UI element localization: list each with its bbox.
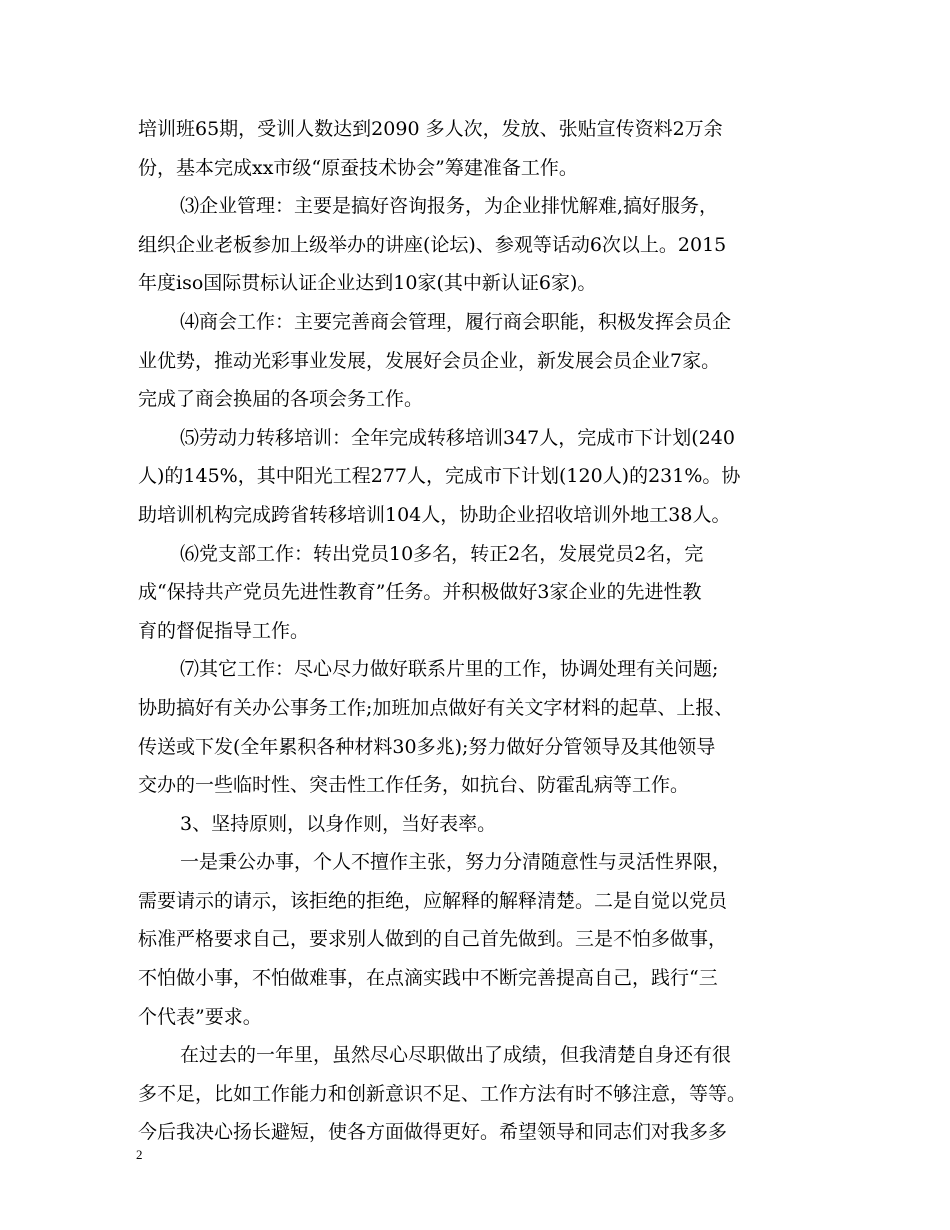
text-line: 培训班65期，受训人数达到2090 多人次，发放、张贴宣传资料2万余: [138, 118, 723, 140]
document-body: [138, 110, 828, 1152]
text-line: 需要请示的请示，该拒绝的拒绝，应解释的解释清楚。二是自觉以党员: [138, 889, 728, 912]
text-line: ⑶企业管理：主要是搞好咨询报务，为企业排忧解难,搞好服务，: [180, 195, 719, 218]
text-line: 业优势，推动光彩事业发展，发展好会员企业，新发展会员企业7家。: [138, 349, 721, 372]
text-line: ⑹党支部工作：转出党员10多名，转正2名，发展党员2名，完: [180, 542, 704, 565]
text-line: 在过去的一年里，虽然尽心尽职做出了成绩，但我清楚自身还有很: [180, 1044, 732, 1067]
text-line: 个代表”要求。: [138, 1005, 262, 1028]
text-line: 份，基本完成xx市级“原蚕技术协会”筹建准备工作。: [138, 156, 578, 179]
text-line: ⑺其它工作：尽心尽力做好联系片里的工作，协调处理有关问题;: [180, 658, 719, 681]
text-line: 完成了商会换届的各项会务工作。: [138, 388, 424, 411]
text-line: 3、坚持原则，以身作则，当好表率。: [180, 812, 497, 835]
text-line: 助培训机构完成跨省转移培训104人，协助企业招收培训外地工38人。: [138, 503, 731, 526]
text-line: 年度iso国际贯标认证企业达到10家(其中新认证6家)。: [138, 272, 597, 295]
text-line: 交办的一些临时性、突击性工作任务，如抗台、防霍乱病等工作。: [138, 774, 690, 797]
text-line: 不怕做小事，不怕做难事，在点滴实践中不断完善提高自己，践行“三: [138, 967, 718, 990]
text-line: 标准严格要求自己，要求别人做到的自己首先做到。三是不怕多做事，: [138, 928, 728, 951]
text-line: 今后我决心扬长避短，使各方面做得更好。希望领导和同志们对我多多: [138, 1121, 728, 1144]
text-line: 传送或下发(全年累积各种材料30多兆);努力做好分管领导及其他领导: [138, 735, 716, 758]
text-line: 多不足，比如工作能力和创新意识不足、工作方法有时不够注意，等等。: [138, 1082, 747, 1105]
text-line: 成“保持共产党员先进性教育”任务。并积极做好3家企业的先进性教: [138, 581, 702, 604]
text-line: 育的督促指导工作。: [138, 619, 310, 642]
page-number: 2: [136, 1147, 143, 1162]
text-line: 协助搞好有关办公事务工作;加班加点做好有关文字材料的起草、上报、: [138, 696, 734, 719]
text-line: ⑷商会工作：主要完善商会管理，履行商会职能，积极发挥会员企: [180, 310, 732, 333]
text-line: 组织企业老板参加上级举办的讲座(论坛)、参观等话动6次以上。2015: [138, 233, 727, 256]
text-line: ⑸劳动力转移培训：全年完成转移培训347人，完成市下计划(240: [180, 426, 735, 449]
text-line: 一是秉公办事，个人不擅作主张，努力分清随意性与灵活性界限，: [180, 851, 732, 874]
text-line: 人)的145%，其中阳光工程277人，完成市下计划(120人)的231%。协: [138, 465, 741, 488]
